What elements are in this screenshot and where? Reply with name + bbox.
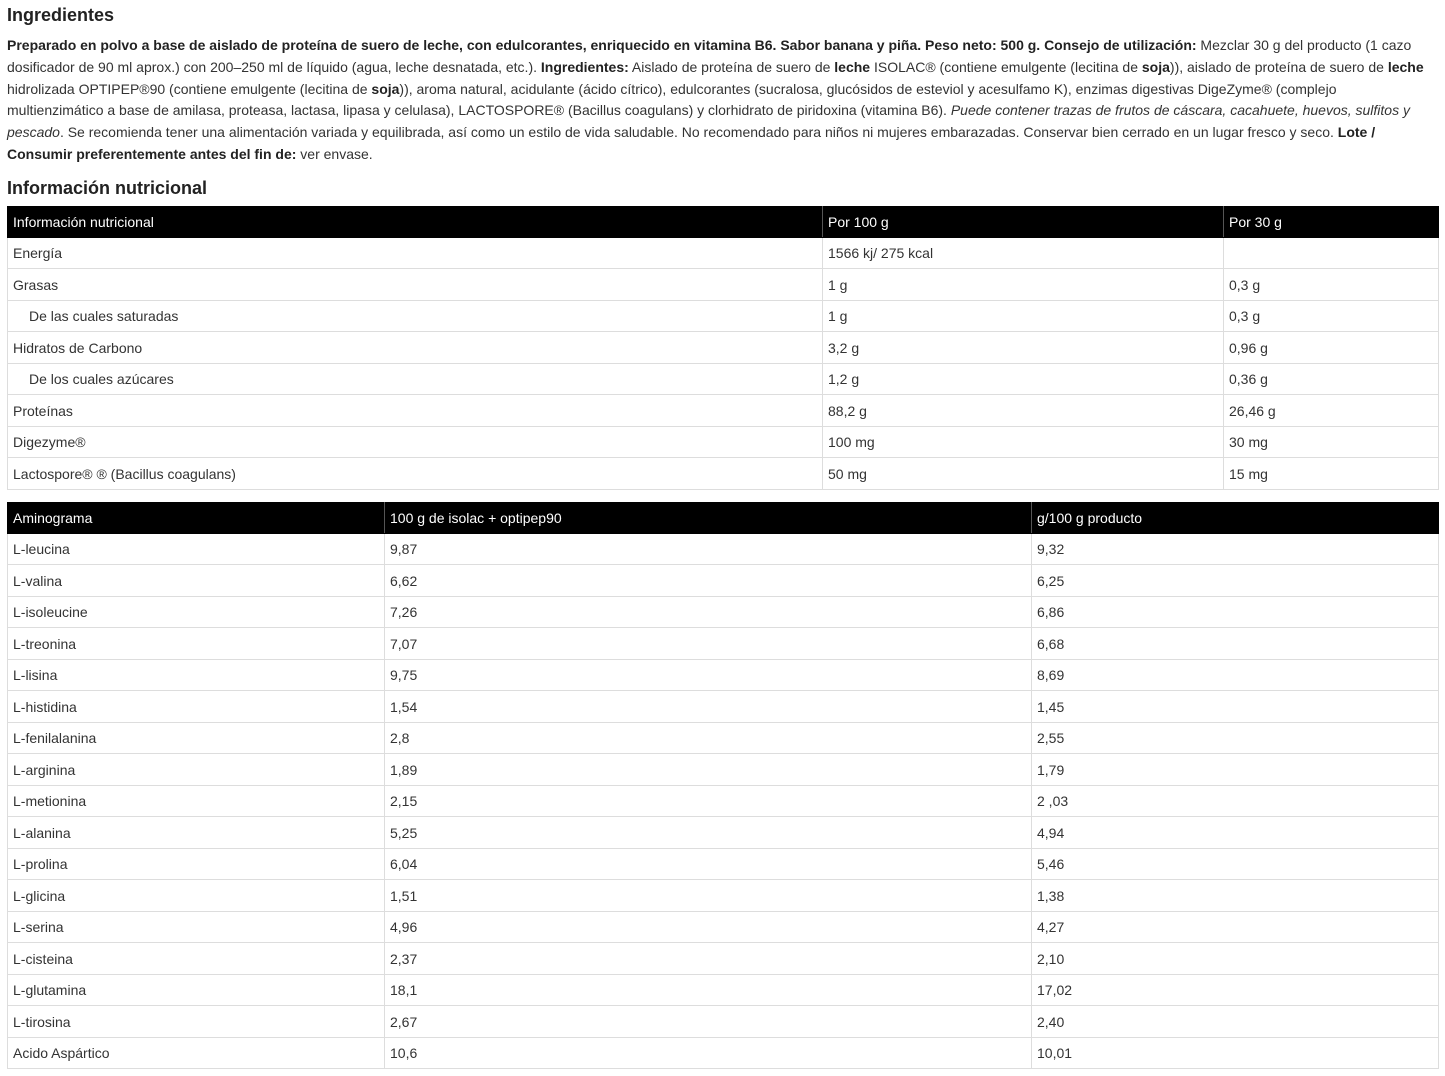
nutrition-row — [8, 395, 1439, 427]
aminogram-row — [8, 565, 1439, 597]
nutrient-per100: 88,2 g — [823, 395, 1224, 427]
amino-isolac-value: 1,51 — [385, 880, 1032, 912]
amino-isolac-value: 6,62 — [385, 565, 1032, 597]
amino-product-value: 5,46 — [1032, 848, 1439, 880]
nutrient-per30 — [1224, 237, 1439, 269]
amino-product-value: 8,69 — [1032, 659, 1439, 691]
aminogram-row — [8, 880, 1439, 912]
nutrient-per100: 3,2 g — [823, 332, 1224, 364]
nutrition-row — [8, 332, 1439, 364]
aminogram-row — [8, 911, 1439, 943]
amino-name: L-glicina — [8, 880, 385, 912]
amino-name: L-arginina — [8, 754, 385, 786]
ingredients-segment: ver envase. — [296, 145, 373, 162]
nutrient-label: Lactospore® ® (Bacillus coagulans) — [8, 458, 823, 490]
amino-name: L-fenilalanina — [8, 722, 385, 754]
nutrient-per100: 1,2 g — [823, 363, 1224, 395]
amino-product-value: 6,86 — [1032, 596, 1439, 628]
nutrient-per100: 1 g — [823, 269, 1224, 301]
nutrient-per30: 0,3 g — [1224, 300, 1439, 332]
amino-name: L-alanina — [8, 817, 385, 849]
amino-isolac-value: 6,04 — [385, 848, 1032, 880]
nutrition-header-per100: Por 100 g — [823, 206, 1224, 237]
amino-isolac-value: 10,6 — [385, 1037, 1032, 1069]
ingredients-segment: . Se recomienda tener una alimentación variada y equilibrada, así como un estilo de vida saludable. No recomendado para niños ni mujeres embarazadas. Conservar bien cerrado en un lugar fresco y seco. — [59, 124, 1338, 141]
ingredients-segment: leche — [1387, 58, 1424, 75]
amino-name: L-isoleucine — [8, 596, 385, 628]
nutrient-label: Proteínas — [8, 395, 823, 427]
nutrient-per30: 26,46 g — [1224, 395, 1439, 427]
ingredients-segment: )), aroma natural, acidulante (ácido cítrico), edulcorantes (sucralosa, glucósidos de esteviol y acesulfamo K), enzimas digestivas DigeZyme® (complejo multienzimático a base de amilasa, proteasa, lactasa, lipasa y celulasa), LACTOSPORE® (Bacillus coagulans) y clorhidrato de piridoxina (vitamina B6). — [7, 80, 1337, 119]
aminogram-header-row — [8, 502, 1439, 533]
aminogram-row — [8, 628, 1439, 660]
amino-product-value: 2 ,03 — [1032, 785, 1439, 817]
amino-isolac-value: 2,37 — [385, 943, 1032, 975]
aminogram-row — [8, 817, 1439, 849]
nutrient-per30: 30 mg — [1224, 426, 1439, 458]
nutrient-per30: 15 mg — [1224, 458, 1439, 490]
amino-isolac-value: 2,8 — [385, 722, 1032, 754]
ingredients-segment: Aislado de proteína de suero de — [628, 58, 835, 75]
ingredients-paragraph — [7, 35, 1438, 166]
nutrient-label: De las cuales saturadas — [8, 300, 823, 332]
ingredients-segment: Puede contener trazas de frutos de cáscara, cacahuete, huevos, sulfitos y pescado — [7, 102, 1410, 141]
aminogram-row — [8, 659, 1439, 691]
nutrient-per30: 0,96 g — [1224, 332, 1439, 364]
amino-isolac-value: 1,54 — [385, 691, 1032, 723]
aminogram-row — [8, 943, 1439, 975]
nutrient-label: Energía — [8, 237, 823, 269]
aminogram-row — [8, 596, 1439, 628]
ingredients-segment: ISOLAC® (contiene emulgente (lecitina de — [870, 58, 1142, 75]
amino-isolac-value: 2,15 — [385, 785, 1032, 817]
nutrition-row — [8, 237, 1439, 269]
aminogram-header-isolac: 100 g de isolac + optipep90 — [385, 502, 1032, 533]
ingredients-segment: Mezclar 30 g del producto (1 cazo dosificador de 90 ml aprox.) con 200–250 ml de líquido (agua, leche desnatada, etc.). — [7, 37, 1412, 75]
amino-name: L-lisina — [8, 659, 385, 691]
aminogram-row — [8, 691, 1439, 723]
amino-product-value: 17,02 — [1032, 974, 1439, 1006]
ingredients-segment: Ingredientes: — [540, 58, 629, 75]
nutrient-label: Hidratos de Carbono — [8, 332, 823, 364]
aminogram-row — [8, 785, 1439, 817]
amino-name: L-valina — [8, 565, 385, 597]
nutrient-label: De los cuales azúcares — [8, 363, 823, 395]
ingredients-segment: Preparado en polvo a base de aislado de proteína de suero de leche, con edulcorantes, enriquecido en vitamina B6. Sabor banana y piña. Peso neto: 500 g. Consejo de utilización: — [7, 37, 1197, 53]
amino-name: L-metionina — [8, 785, 385, 817]
ingredients-segment: leche — [834, 58, 871, 75]
aminogram-row — [8, 754, 1439, 786]
nutrition-table — [7, 206, 1439, 490]
amino-product-value: 2,40 — [1032, 1006, 1439, 1038]
amino-name: L-leucina — [8, 533, 385, 565]
aminogram-row — [8, 1006, 1439, 1038]
amino-name: Acido Aspártico — [8, 1037, 385, 1069]
amino-product-value: 1,38 — [1032, 880, 1439, 912]
aminogram-row — [8, 722, 1439, 754]
amino-name: L-serina — [8, 911, 385, 943]
amino-product-value: 1,45 — [1032, 691, 1439, 723]
amino-product-value: 10,01 — [1032, 1037, 1439, 1069]
nutrient-per100: 1566 kj/ 275 kcal — [823, 237, 1224, 269]
aminogram-header-product: g/100 g producto — [1032, 502, 1439, 533]
amino-isolac-value: 18,1 — [385, 974, 1032, 1006]
amino-name: L-histidina — [8, 691, 385, 723]
ingredients-heading: Ingredientes — [7, 5, 115, 25]
nutrition-header-row — [8, 206, 1439, 237]
nutrient-per100: 50 mg — [823, 458, 1224, 490]
amino-product-value: 6,68 — [1032, 628, 1439, 660]
nutrition-heading: Información nutricional — [7, 177, 208, 198]
aminogram-row — [8, 974, 1439, 1006]
amino-name: L-cisteina — [8, 943, 385, 975]
amino-product-value: 2,55 — [1032, 722, 1439, 754]
aminogram-header-name: Aminograma — [8, 502, 385, 533]
amino-isolac-value: 2,67 — [385, 1006, 1032, 1038]
ingredients-segment: hidrolizada OPTIPEP®90 (contiene emulgente (lecitina de — [7, 80, 372, 97]
amino-isolac-value: 9,75 — [385, 659, 1032, 691]
aminogram-row — [8, 533, 1439, 565]
aminogram-row — [8, 848, 1439, 880]
ingredients-segment: soja — [1141, 58, 1170, 75]
amino-isolac-value: 5,25 — [385, 817, 1032, 849]
amino-product-value: 1,79 — [1032, 754, 1439, 786]
amino-product-value: 9,32 — [1032, 533, 1439, 565]
amino-name: L-prolina — [8, 848, 385, 880]
aminogram-row — [8, 1037, 1439, 1069]
ingredients-segment: soja — [371, 80, 400, 97]
nutrition-row — [8, 300, 1439, 332]
aminogram-table — [7, 502, 1439, 1070]
nutrition-row — [8, 363, 1439, 395]
nutrient-label: Digezyme® — [8, 426, 823, 458]
amino-product-value: 4,94 — [1032, 817, 1439, 849]
amino-isolac-value: 7,26 — [385, 596, 1032, 628]
amino-isolac-value: 9,87 — [385, 533, 1032, 565]
amino-isolac-value: 4,96 — [385, 911, 1032, 943]
nutrition-header-label: Información nutricional — [8, 206, 823, 237]
amino-isolac-value: 7,07 — [385, 628, 1032, 660]
ingredients-segment: Lote / Consumir preferentemente antes del fin de: — [7, 124, 1376, 162]
amino-name: L-tirosina — [8, 1006, 385, 1038]
amino-product-value: 2,10 — [1032, 943, 1439, 975]
amino-isolac-value: 1,89 — [385, 754, 1032, 786]
nutrient-per30: 0,36 g — [1224, 363, 1439, 395]
amino-name: L-glutamina — [8, 974, 385, 1006]
amino-product-value: 6,25 — [1032, 565, 1439, 597]
nutrition-row — [8, 458, 1439, 490]
nutrition-header-per30: Por 30 g — [1224, 206, 1439, 237]
nutrition-row — [8, 269, 1439, 301]
ingredients-segment: )), aislado de proteína de suero de — [1169, 58, 1388, 75]
amino-product-value: 4,27 — [1032, 911, 1439, 943]
nutrient-per100: 100 mg — [823, 426, 1224, 458]
nutrient-per30: 0,3 g — [1224, 269, 1439, 301]
amino-name: L-treonina — [8, 628, 385, 660]
nutrient-label: Grasas — [8, 269, 823, 301]
nutrient-per100: 1 g — [823, 300, 1224, 332]
nutrition-row — [8, 426, 1439, 458]
